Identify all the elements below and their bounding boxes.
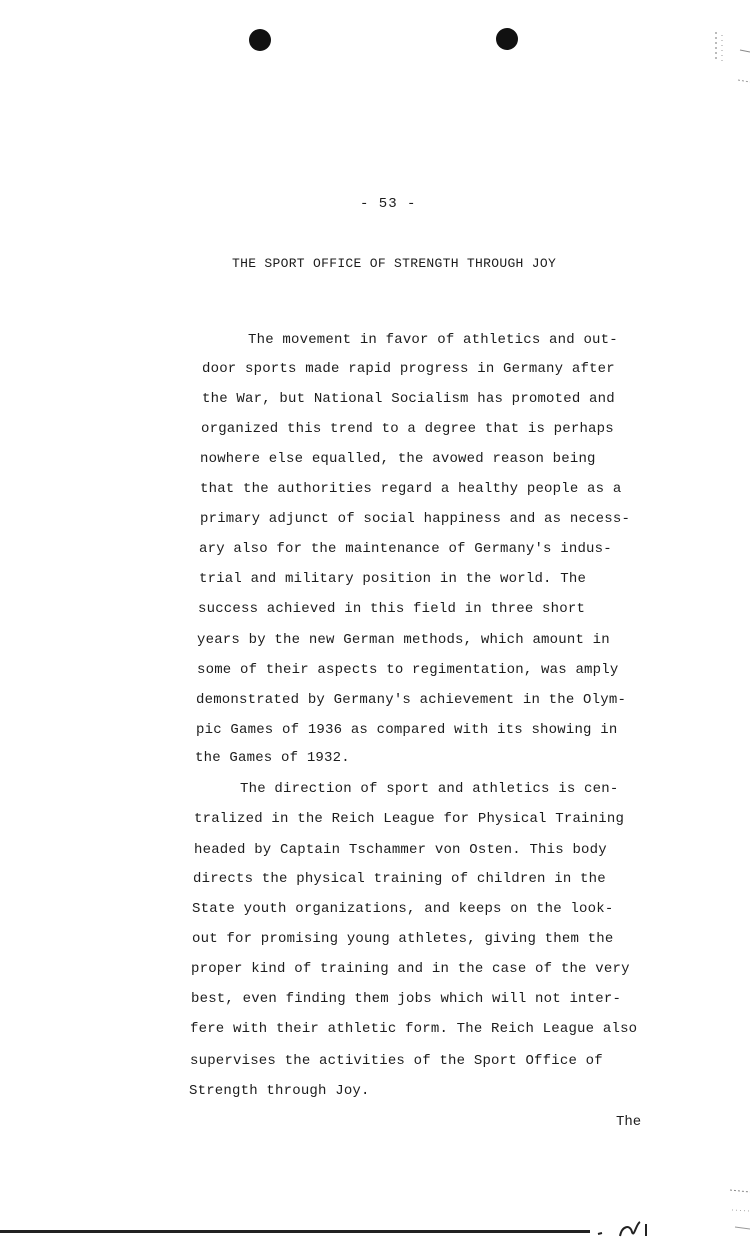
handwritten-mark	[590, 1218, 660, 1238]
bottom-edge-rule	[0, 1230, 590, 1233]
text-line: primary adjunct of social happiness and as necess-	[200, 511, 631, 527]
text-line: proper kind of training and in the case of the very	[191, 961, 630, 977]
text-line: success achieved in this field in three short	[198, 601, 586, 617]
text-line: that the authorities regard a healthy people as a	[200, 481, 622, 497]
text-line: some of their aspects to regimentation, was amply	[197, 662, 619, 678]
text-line: years by the new German methods, which amount in	[197, 632, 610, 648]
text-line: trial and military position in the world. The	[199, 571, 587, 587]
text-line: organized this trend to a degree that is perhaps	[201, 421, 614, 437]
text-line: supervises the activities of the Sport Office of	[190, 1053, 603, 1069]
edge-scan-marks-bottom	[720, 1175, 750, 1238]
text-line: headed by Captain Tschammer von Osten. This body	[194, 842, 607, 858]
page-number: - 53 -	[360, 196, 417, 212]
text-line: door sports made rapid progress in Germany after	[202, 361, 615, 377]
text-line: The direction of sport and athletics is cen-	[240, 781, 619, 797]
text-line: tralized in the Reich League for Physical Training	[194, 811, 625, 827]
text-line: the War, but National Socialism has promoted and	[202, 391, 615, 407]
text-line: State youth organizations, and keeps on the look-	[192, 901, 614, 917]
punch-hole-right	[496, 28, 518, 50]
catchword: The	[616, 1114, 642, 1130]
text-line: best, even finding them jobs which will not inter-	[191, 991, 622, 1007]
text-line: Strength through Joy.	[189, 1083, 370, 1099]
text-line: ary also for the maintenance of Germany's indus-	[199, 541, 612, 557]
text-line: The movement in favor of athletics and out-	[248, 332, 618, 348]
text-line: nowhere else equalled, the avowed reason being	[200, 451, 596, 467]
text-line: directs the physical training of children in the	[193, 871, 606, 887]
edge-scan-marks	[710, 30, 750, 90]
text-line: the Games of 1932.	[195, 750, 350, 766]
punch-hole-left	[249, 29, 271, 51]
text-line: fere with their athletic form. The Reich League also	[190, 1021, 638, 1037]
text-line: demonstrated by Germany's achievement in the Olym-	[196, 692, 627, 708]
page-title: THE SPORT OFFICE OF STRENGTH THROUGH JOY	[232, 256, 557, 271]
text-line: pic Games of 1936 as compared with its showing in	[196, 722, 618, 738]
text-line: out for promising young athletes, giving them the	[192, 931, 614, 947]
